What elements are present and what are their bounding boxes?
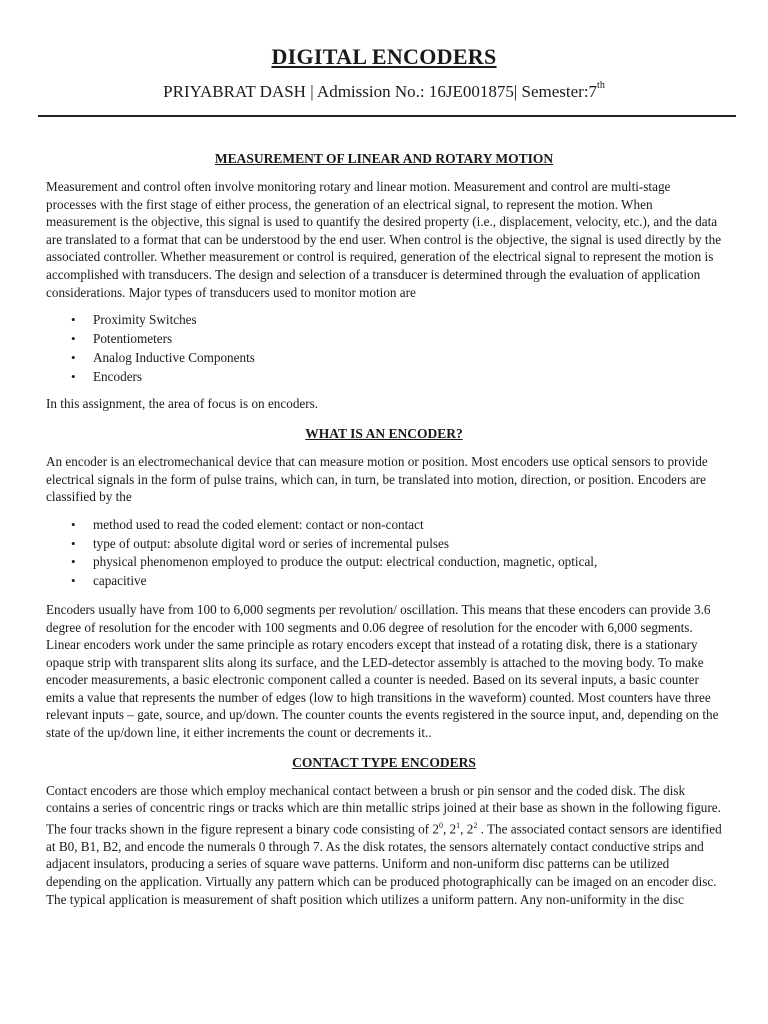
list-item: • method used to read the coded element: contact or non-contact bbox=[93, 516, 722, 535]
exponent-1: 1 bbox=[456, 820, 461, 830]
list-item: • Analog Inductive Components bbox=[93, 349, 722, 368]
list-item: • Proximity Switches bbox=[93, 311, 722, 330]
paragraph-encoder-resolution: Encoders usually have from 100 to 6,000 segments per revolution/ oscillation. This means that these encoders can provide 3.6 degree of resolution for the encoder with 100 segments and 0.06 degree of resolution for the encoder with 6,000 segments. Linear encoders work under the same principle as rotary encoders except that instead of a rotating disk, there is a stationary opaque strip with transparent slits along its surface, and the LED-detector assembly is attached to the moving body. To make encoder measurements, a basic electronic component called a counter is needed. Based on its several inputs, a basic counter emits a value that represents the number of edges (low to high transitions in the waveform) counted. Most counters have three relevant inputs – gate, source, and up/down. The counter counts the events registered in the source input, and, depending on the state of the up/down line, it either increments the count or decrements it.. bbox=[46, 601, 719, 741]
exponent-0: 0 bbox=[438, 820, 443, 830]
section-heading-measurement: MEASUREMENT OF LINEAR AND ROTARY MOTION bbox=[214, 151, 554, 166]
exponent-2: 2 bbox=[473, 820, 478, 830]
list-item: • Potentiometers bbox=[93, 330, 722, 349]
contact-text-start: Contact encoders are those which employ mechanical contact between a brush or pin sensor and the coded disk. The disk contains a series of concentric rings or tracks which are thin metallic strips joined at their base as shown in the following figure. The four tracks shown in the figure represent a binary code consisting of 2 bbox=[46, 782, 721, 837]
contact-text-end: . The associated contact sensors are identified at B0, B1, B2, and encode the numerals 0 through 7. As the disk rotates, the sensors alternately contact conductive strips and adjacent insulators, producing a series of square wave patterns. Uniform and non-uniform disc patterns can be utilized depending on the application. Virtually any pattern which can be produced photographically can be imaged on an encoder disc. The typical application is measurement of shaft position which utilizes a uniform pattern. Any non-uniformity in the disc bbox=[46, 821, 722, 907]
list-item: • Encoders bbox=[93, 368, 722, 387]
author-line bbox=[0, 82, 768, 102]
contact-text-mid2: , 2 bbox=[460, 821, 474, 837]
header-divider bbox=[38, 115, 736, 117]
contact-text-mid1: , 2 bbox=[442, 821, 457, 837]
paragraph-measurement: Measurement and control often involve monitoring rotary and linear motion. Measurement and control are multi-stage processes with the first stage of either process, the generation of an electrical signal, to represent the motion. When measurement is the objective, this signal is used to quantify the desired property (i.e., displacement, velocity, etc.), and the data are translated to a format that can be understood by the end user. When control is the objective, the signal is used directly by the associated controller. Whether measurement or control is required, generation of the electrical signal to represent the motion is accomplished with transducers. The design and selection of a transducer is determined through the evaluation of application considerations. Major types of transducers used to monitor motion are bbox=[46, 179, 722, 300]
list-item: • capacitive bbox=[93, 572, 722, 591]
transducer-list bbox=[46, 311, 722, 386]
paragraph-contact-encoders bbox=[46, 782, 722, 909]
classification-list bbox=[46, 516, 722, 591]
paragraph-encoder-definition: An encoder is an electromechanical device that can measure motion or position. Most encoders use optical sensors to provide electrical signals in the form of pulse trains, which can, in turn, be translated into motion, direction, or position. Encoders are classified by the bbox=[46, 453, 708, 505]
section-heading-what-is-encoder: WHAT IS AN ENCODER? bbox=[305, 425, 463, 441]
section-heading-contact-encoders: CONTACT TYPE ENCODERS bbox=[292, 754, 476, 770]
document-title: DIGITAL ENCODERS bbox=[271, 44, 497, 69]
list-item: • type of output: absolute digital word or series of incremental pulses bbox=[93, 535, 722, 554]
semester-suffix: th bbox=[597, 80, 605, 91]
document-body bbox=[46, 150, 722, 908]
list-item: • physical phenomenon employed to produce the output: electrical conduction, magnetic, optical, bbox=[93, 553, 722, 572]
author-info: PRIYABRAT DASH | Admission No.: 16JE001875| Semester:7 bbox=[163, 82, 598, 101]
paragraph-focus: In this assignment, the area of focus is on encoders. bbox=[46, 396, 319, 412]
